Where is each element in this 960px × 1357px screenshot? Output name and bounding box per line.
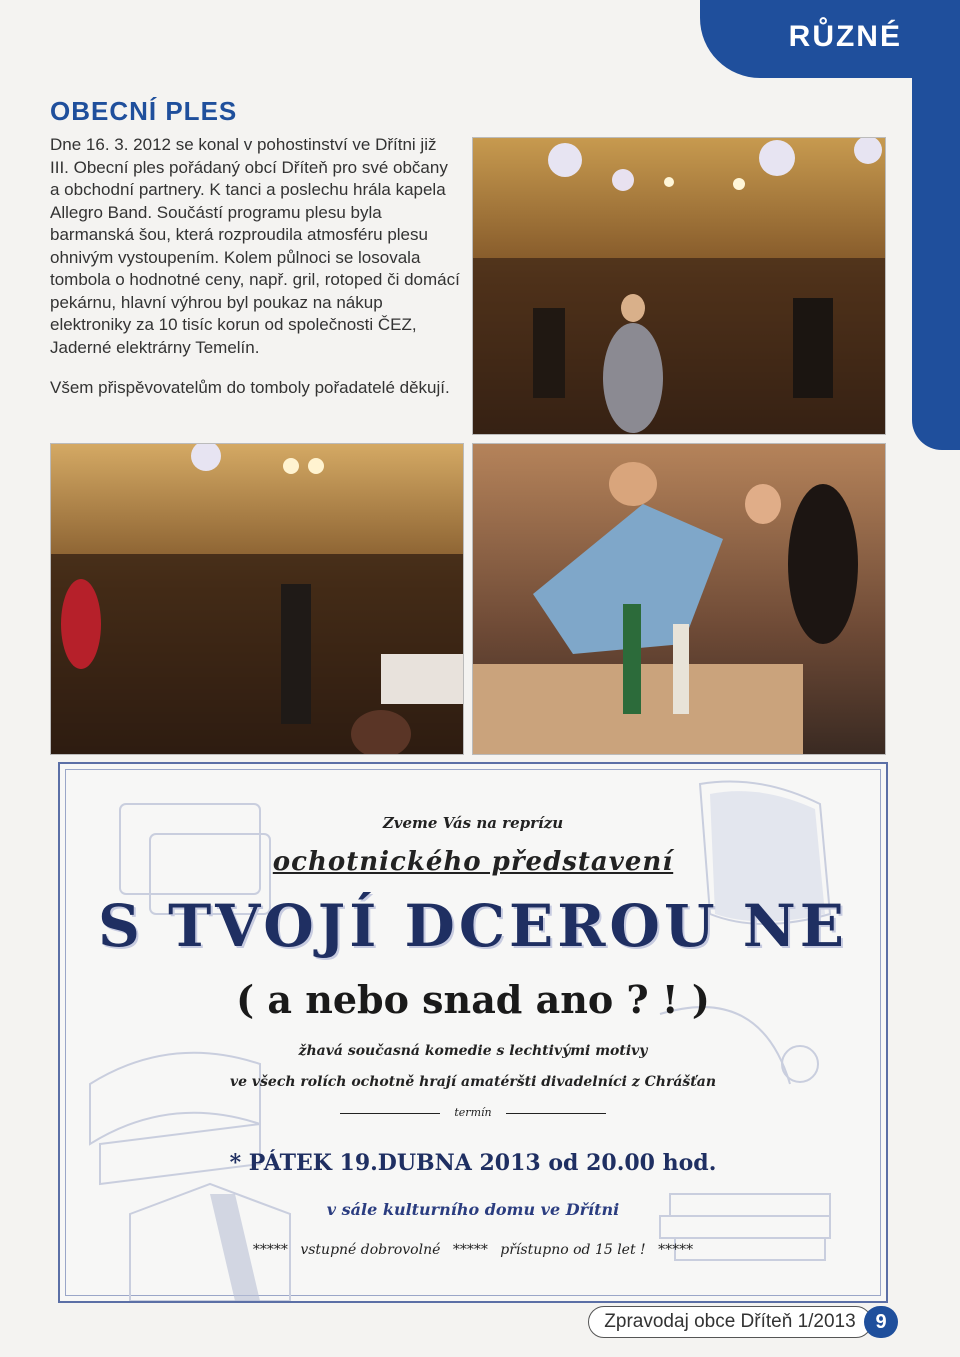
page-footer — [588, 1306, 908, 1340]
section-stripe — [912, 70, 960, 450]
poster-termin-label: termín — [60, 1106, 886, 1119]
poster-stars: ***** — [252, 1242, 288, 1258]
poster-date: * PÁTEK 19.DUBNA 2013 od 20.00 hod. — [229, 1150, 717, 1176]
article-body — [50, 134, 460, 418]
section-tab — [700, 0, 960, 78]
poster-invitation: Zveme Vás na reprízu — [382, 814, 564, 832]
photo-bartender-show — [472, 443, 886, 755]
poster-performance-kind: ochotnického představení — [272, 847, 674, 877]
poster-stars: ***** — [658, 1242, 694, 1258]
poster-cast: ve všech rolích ochotně hrají amatéršti divadelníci z Chrášťan — [229, 1074, 716, 1090]
article-paragraph: Dne 16. 3. 2012 se konal v pohostinství ve Dřítni již III. Obecní ples pořádaný obcí Dříteň pro své občany a obchodní partnery. K tanci a poslechu hrála kapela Allegro Band. Součástí programu plesu byla barmanská šou, která rozproudila atmosféru plesu ohnivým vystoupením. Kolem půlnoci se losovala tombola o hodnotné ceny, např. gril, rotoped či domácí pekárnu, hlavní výhrou byl poukaz na nákup elektroniky za 10 tisíc korun od společnosti ČEZ, Jaderné elektrárny Temelín. — [50, 135, 460, 357]
poster-admission-price: vstupné dobrovolné — [300, 1242, 441, 1258]
poster-subtitle: ( a nebo snad ano ? ! ) — [236, 977, 710, 1022]
photo-dance-floor — [472, 137, 886, 435]
theatre-poster — [58, 762, 888, 1303]
poster-admission — [60, 1242, 886, 1258]
poster-stars: ***** — [452, 1242, 488, 1258]
poster-description: žhavá současná komedie s lechtivými motivy — [298, 1043, 648, 1059]
article-heading: OBECNÍ PLES — [50, 96, 238, 126]
poster-background-drawings — [60, 764, 886, 1301]
photo-crowd — [50, 443, 464, 755]
article-paragraph: Všem přispěvovatelům do tomboly pořadatelé děkují. — [50, 378, 450, 397]
page-number: 9 — [864, 1306, 898, 1338]
publication-name: Zpravodaj obce Dříteň 1/2013 — [588, 1306, 872, 1338]
poster-title: S TVOJÍ DCEROU NE — [98, 892, 848, 960]
poster-venue: v sále kulturního domu ve Dřítni — [326, 1200, 620, 1219]
section-label: RŮZNÉ — [788, 20, 902, 53]
poster-age-limit: přístupno od 15 let ! — [500, 1242, 646, 1258]
